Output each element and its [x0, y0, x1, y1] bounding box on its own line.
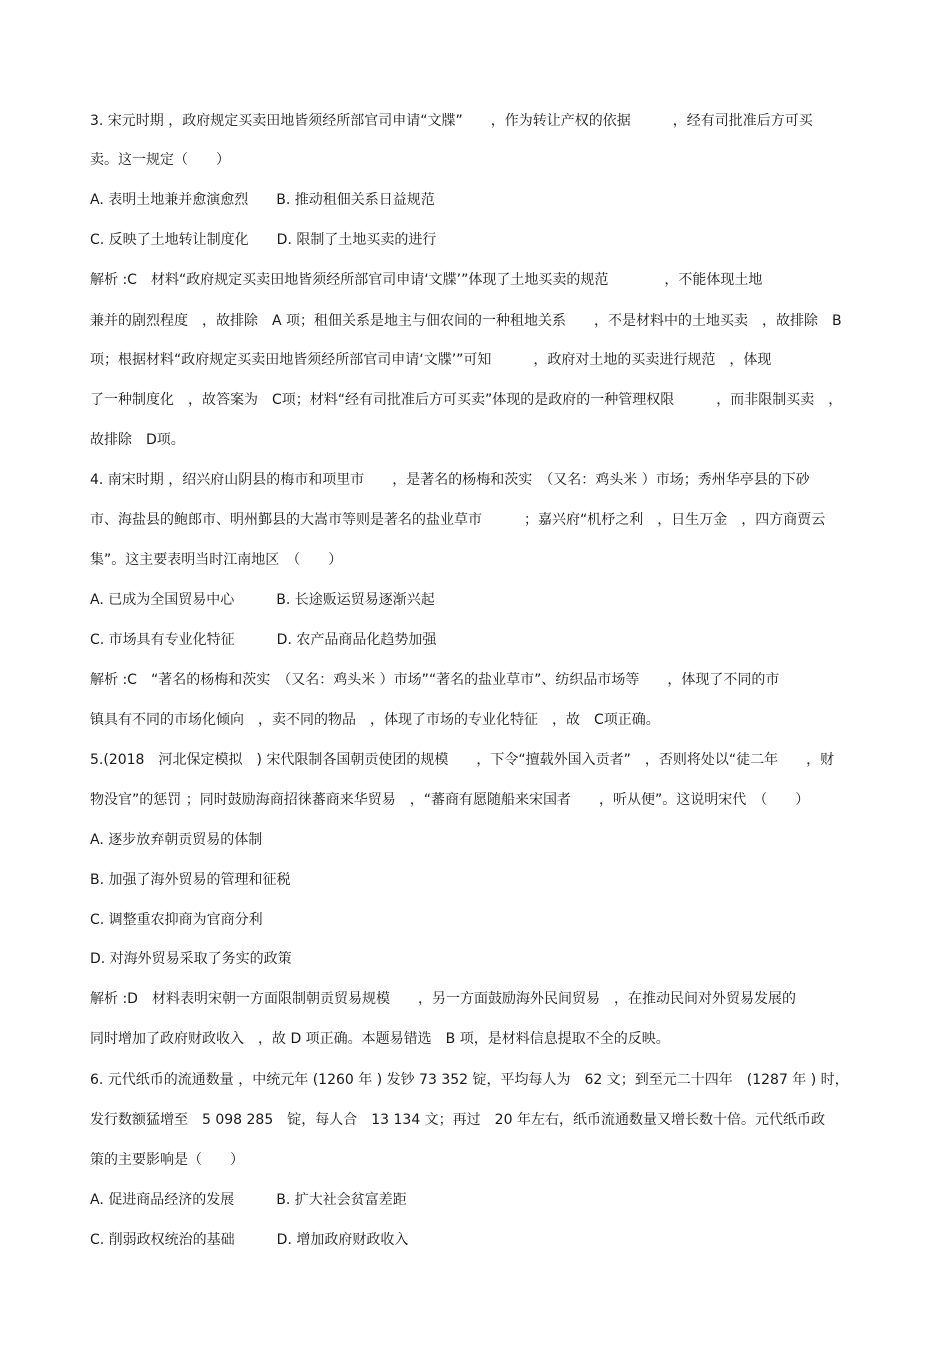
q5-option-c: C. 调整重农抑商为官商分利	[90, 912, 263, 928]
q5-option-a: A. 逐步放弃朝贡贸易的体制	[90, 832, 263, 848]
q6-options-cd: C. 削弱政权统治的基础 D. 增加政府财政收入	[90, 1232, 409, 1248]
q3-options-cd: C. 反映了土地转让制度化 D. 限制了土地买卖的进行	[90, 232, 437, 248]
q3-analysis-line-1: 解析 :C 材料“政府规定买卖田地皆须经所部官司申请‘文牒’”体现了土地买卖的规范 ，不能体现土地	[90, 272, 763, 288]
q6-stem-line-3: 策的主要影响是（ ）	[90, 1152, 244, 1168]
q3-stem-line-2: 卖。这一规定（ ）	[90, 152, 230, 168]
q4-stem-line-2: 市、海盐县的鲍郎市、明州鄞县的大嵩市等则是著名的盐业草市 ；嘉兴府“机杼之利 ，日生万金 ，四方商贾云	[90, 512, 826, 528]
q5-stem-line-2: 物没官”的惩罚 ；同时鼓励海商招徕蕃商来华贸易 ，“蕃商有愿随船来宋国者 ，听从便”。这说明宋代 （ ）	[90, 792, 810, 808]
q4-stem-line-1: 4. 南宋时期 ，绍兴府山阴县的梅市和项里市 ，是著名的杨梅和茨实 （又名：鸡头米 ）市场；秀州华亭县的下砂	[90, 472, 810, 488]
q3-stem-line-1: 3. 宋元时期 ，政府规定买卖田地皆须经所部官司申请“文牒” ，作为转让产权的依据 ，经有司批准后方可买	[90, 113, 813, 129]
q6-stem-line-2: 发行数额猛增至 5 098 285 锭，每人合 13 134 文；再过 20 年左右，纸币流通数量又增长数十倍。元代纸币政	[90, 1112, 825, 1128]
q5-stem-line-1: 5.(2018 河北保定模拟 ) 宋代限制各国朝贡使团的规模 ，下令“擅载外国入贡者” ，否则将处以“徒二年 ，财	[90, 752, 835, 768]
q4-options-cd: C. 市场具有专业化特征 D. 农产品商品化趋势加强	[90, 632, 437, 648]
q5-option-d: D. 对海外贸易采取了务实的政策	[90, 951, 292, 967]
q5-analysis-line-2: 同时增加了政府财政收入 ，故 D 项正确。本题易错选 B 项，是材料信息提取不全的反映。	[90, 1031, 670, 1047]
q3-analysis-line-3: 项；根据材料“政府规定买卖田地皆须经所部官司申请‘文牒’”可知 ，政府对土地的买卖进行规范 ，体现	[90, 352, 772, 368]
q3-analysis-line-4: 了一种制度化 ，故答案为 C项；材料“经有司批准后方可买卖”体现的是政府的一种管理权限 ，而非限制买卖 ，	[90, 392, 843, 408]
q5-option-b: B. 加强了海外贸易的管理和征税	[90, 872, 291, 888]
q3-analysis-line-2: 兼并的剧烈程度 ，故排除 A 项；租佃关系是地主与佃农间的一种租地关系 ，不是材料中的土地买卖 ，故排除 B	[90, 313, 842, 329]
q4-options-ab: A. 已成为全国贸易中心 B. 长途贩运贸易逐渐兴起	[90, 592, 435, 608]
q3-options-ab: A. 表明土地兼并愈演愈烈 B. 推动租佃关系日益规范	[90, 192, 435, 208]
q6-stem-line-1: 6. 元代纸币的流通数量 ，中统元年 (1260 年 ) 发钞 73 352 锭，平均每人为 62 文；到至元二十四年 (1287 年 ) 时，	[90, 1072, 849, 1088]
q6-options-ab: A. 促进商品经济的发展 B. 扩大社会贫富差距	[90, 1192, 407, 1208]
q4-analysis-line-2: 镇具有不同的市场化倾向 ，卖不同的物品 ，体现了市场的专业化特征 ，故 C项正确。	[90, 712, 660, 728]
q4-stem-line-3: 集”。这主要表明当时江南地区 （ ）	[90, 552, 343, 568]
q3-analysis-line-5: 故排除 D项。	[90, 432, 185, 448]
q5-analysis-line-1: 解析 :D 材料表明宋朝一方面限制朝贡贸易规模 ，另一方面鼓励海外民间贸易 ，在推动民间对外贸易发展的	[90, 991, 796, 1007]
q4-analysis-line-1: 解析 :C “著名的杨梅和茨实 （又名：鸡头米 ）市场”“著名的盐业草市”、纺织品市场等 ，体现了不同的市	[90, 672, 780, 688]
